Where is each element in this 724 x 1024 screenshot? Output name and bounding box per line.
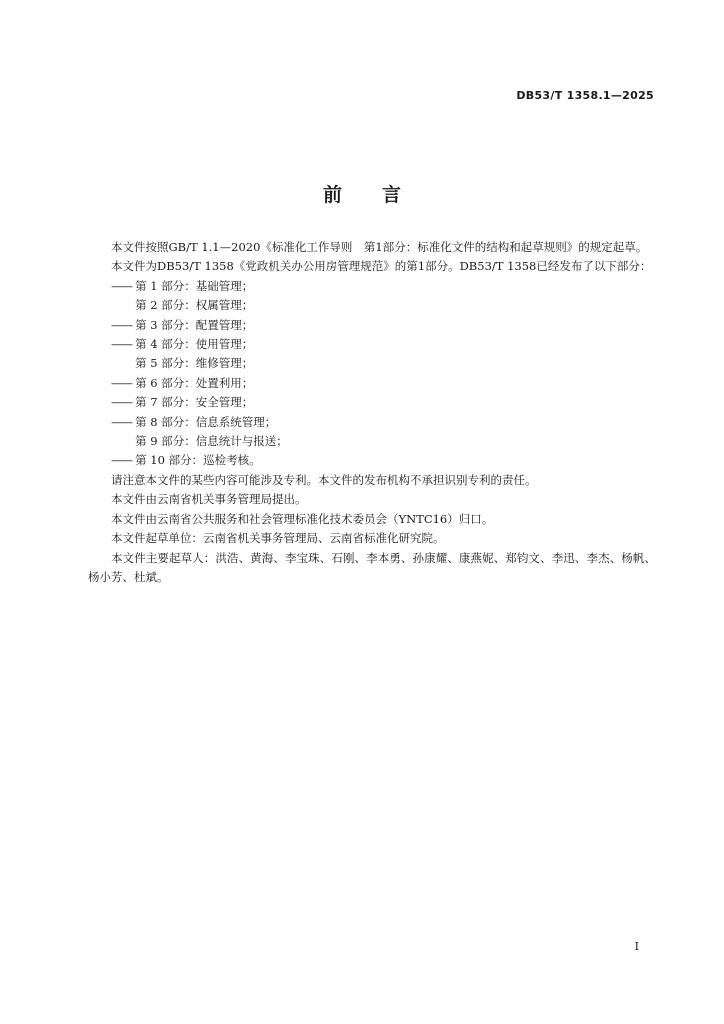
list-item: [88, 451, 656, 470]
list-item: [88, 277, 656, 296]
list-item-text: 第 7 部分：安全管理；: [135, 395, 254, 410]
list-dash: ——: [111, 278, 132, 293]
list-dash: ——: [111, 375, 132, 390]
title-char-2: 言: [382, 184, 402, 206]
paragraph-technical-committee: 本文件由云南省公共服务和社会管理标准化技术委员会（YNTC16）归口。: [111, 511, 494, 526]
list-item: [88, 413, 656, 432]
paragraph-drafting-rules: 本文件按照GB/T 1.1—2020《标准化工作导则 第1部分：标准化文件的结构和起草规则》的规定起草。: [111, 240, 648, 254]
list-item-text: 第 2 部分：权属管理；: [135, 298, 254, 313]
list-dash: ——: [111, 395, 132, 410]
list-item-text: 第 6 部分：处置利用；: [135, 375, 254, 390]
list-item-text: 第 10 部分：巡检考核。: [135, 453, 261, 468]
list-item-text: 第 9 部分：信息统计与报送；: [135, 434, 288, 449]
list-item: [88, 296, 656, 315]
paragraph-series-intro: 本文件为DB53/T 1358《党政机关办公用房管理规范》的第1部分。DB53/T 1358已经发布了以下部分：: [111, 259, 652, 274]
list-item-text: 第 5 部分：维修管理；: [135, 356, 254, 371]
list-item-text: 第 4 部分：使用管理；: [135, 337, 254, 352]
list-item: [88, 335, 656, 354]
title-char-1: 前: [322, 184, 342, 206]
list-dash: ——: [111, 453, 132, 468]
list-item-text: 第 3 部分：配置管理；: [135, 317, 254, 332]
paragraph-drafting-units: 本文件起草单位：云南省机关事务管理局、云南省标准化研究院。: [111, 531, 445, 546]
foreword-body: [88, 238, 656, 587]
page-number: I: [634, 940, 639, 953]
list-dash: ——: [111, 317, 132, 332]
paragraph-patent-notice: 请注意本文件的某些内容可能涉及专利。本文件的发布机构不承担识别专利的责任。: [111, 472, 537, 487]
list-item: [88, 374, 656, 393]
list-item: [88, 316, 656, 335]
paragraph-proposer: 本文件由云南省机关事务管理局提出。: [111, 492, 307, 507]
list-dash: ——: [111, 414, 132, 429]
list-dash: ——: [111, 337, 132, 352]
list-item: [88, 354, 656, 373]
paragraph-drafters: 本文件主要起草人：洪浩、黄海、李宝珠、石刚、李本勇、孙康耀、康燕妮、郑钧文、李迅、李杰、杨帆、杨小芳、杜斌。: [88, 550, 656, 584]
list-item-text: 第 8 部分：信息系统管理；: [135, 414, 277, 429]
list-item: [88, 393, 656, 412]
list-item: [88, 432, 656, 451]
page-title: [0, 180, 724, 207]
document-number: DB53/T 1358.1—2025: [516, 89, 654, 102]
list-item-text: 第 1 部分：基础管理；: [135, 278, 254, 293]
